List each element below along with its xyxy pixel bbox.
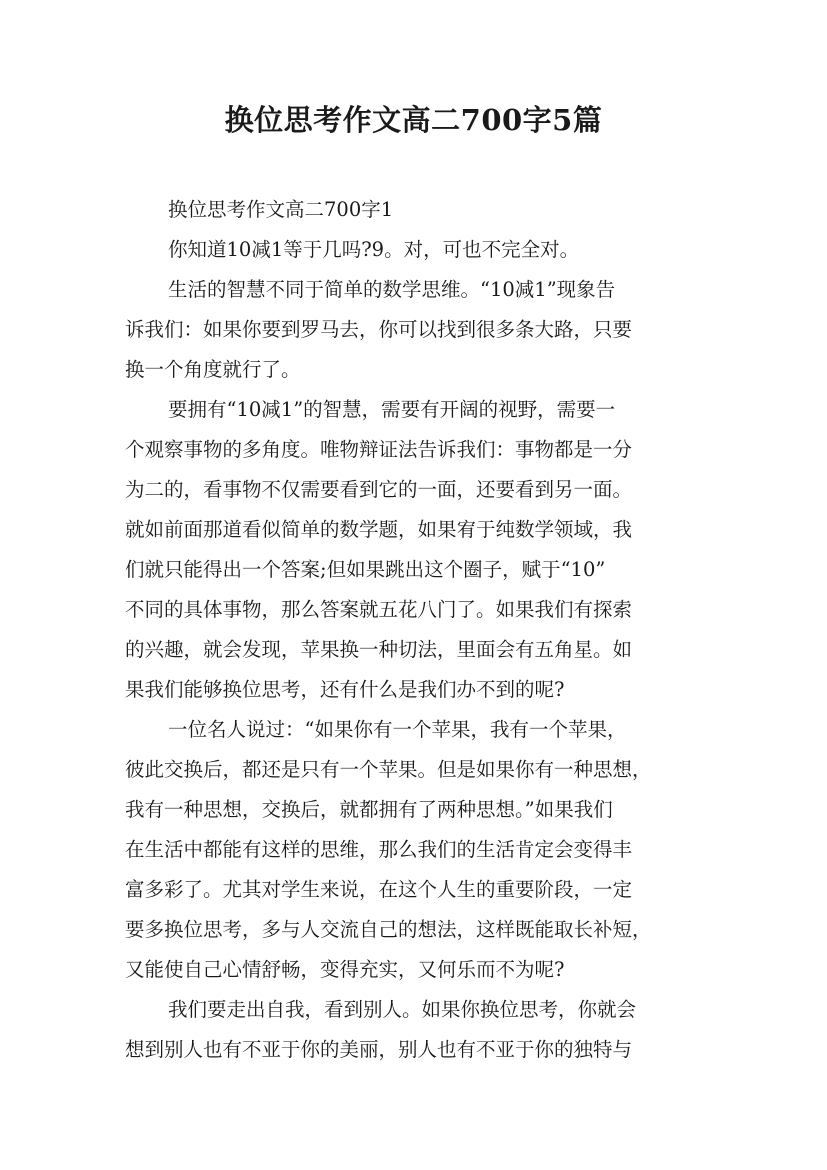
- document-body: [125, 190, 710, 1070]
- body-text-line: 个观察事物的多角度。唯物辩证法告诉我们：事物都是一分: [125, 438, 633, 461]
- body-text-line: 不同的具体事物，那么答案就五花八门了。如果我们有探索: [125, 598, 633, 621]
- body-text-line: 果我们能够换位思考，还有什么是我们办不到的呢?: [125, 678, 565, 701]
- body-text-line: 要拥有“10减1”的智慧，需要有开阔的视野，需要一: [168, 398, 616, 421]
- body-text-line: 富多彩了。尤其对学生来说，在这个人生的重要阶段，一定: [125, 878, 633, 901]
- body-text-line: 要多换位思考，多与人交流自己的想法，这样既能取长补短，: [125, 918, 652, 941]
- body-text-line: 我们要走出自我，看到别人。如果你换位思考，你就会: [168, 998, 637, 1021]
- body-text-line: 诉我们：如果你要到罗马去，你可以找到很多条大路，只要: [125, 318, 633, 341]
- body-text-line: 为二的，看事物不仅需要看到它的一面，还要看到另一面。: [125, 478, 633, 501]
- body-text-line: 生活的智慧不同于简单的数学思维。“10减1”现象告: [168, 278, 616, 301]
- body-text-line: 在生活中都能有这样的思维，那么我们的生活肯定会变得丰: [125, 838, 633, 861]
- body-text-line: 我有一种思想，交换后，就都拥有了两种思想。”如果我们: [125, 798, 613, 821]
- body-text-line: 你知道10减1等于几吗?9。对，可也不完全对。: [168, 238, 580, 261]
- body-text-line: 彼此交换后，都还是只有一个苹果。但是如果你有一种思想，: [125, 758, 652, 781]
- body-text-line: 的兴趣，就会发现，苹果换一种切法，里面会有五角星。如: [125, 638, 633, 661]
- body-text-line: 一位名人说过：“如果你有一个苹果，我有一个苹果，: [168, 718, 627, 741]
- body-text-line: 换一个角度就行了。: [125, 358, 301, 381]
- body-text-line: 想到别人也有不亚于你的美丽，别人也有不亚于你的独特与: [125, 1038, 633, 1061]
- body-text-line: 就如前面那道看似简单的数学题，如果宥于纯数学领域，我: [125, 518, 633, 541]
- body-text-line: 换位思考作文高二700字1: [168, 198, 394, 221]
- body-text-line: 们就只能得出一个答案;但如果跳出这个圈子，赋于“10”: [125, 558, 606, 581]
- document-title: 换位思考作文高二700字5篇: [224, 103, 603, 137]
- body-text-line: 又能使自己心情舒畅，变得充实，又何乐而不为呢?: [125, 958, 565, 981]
